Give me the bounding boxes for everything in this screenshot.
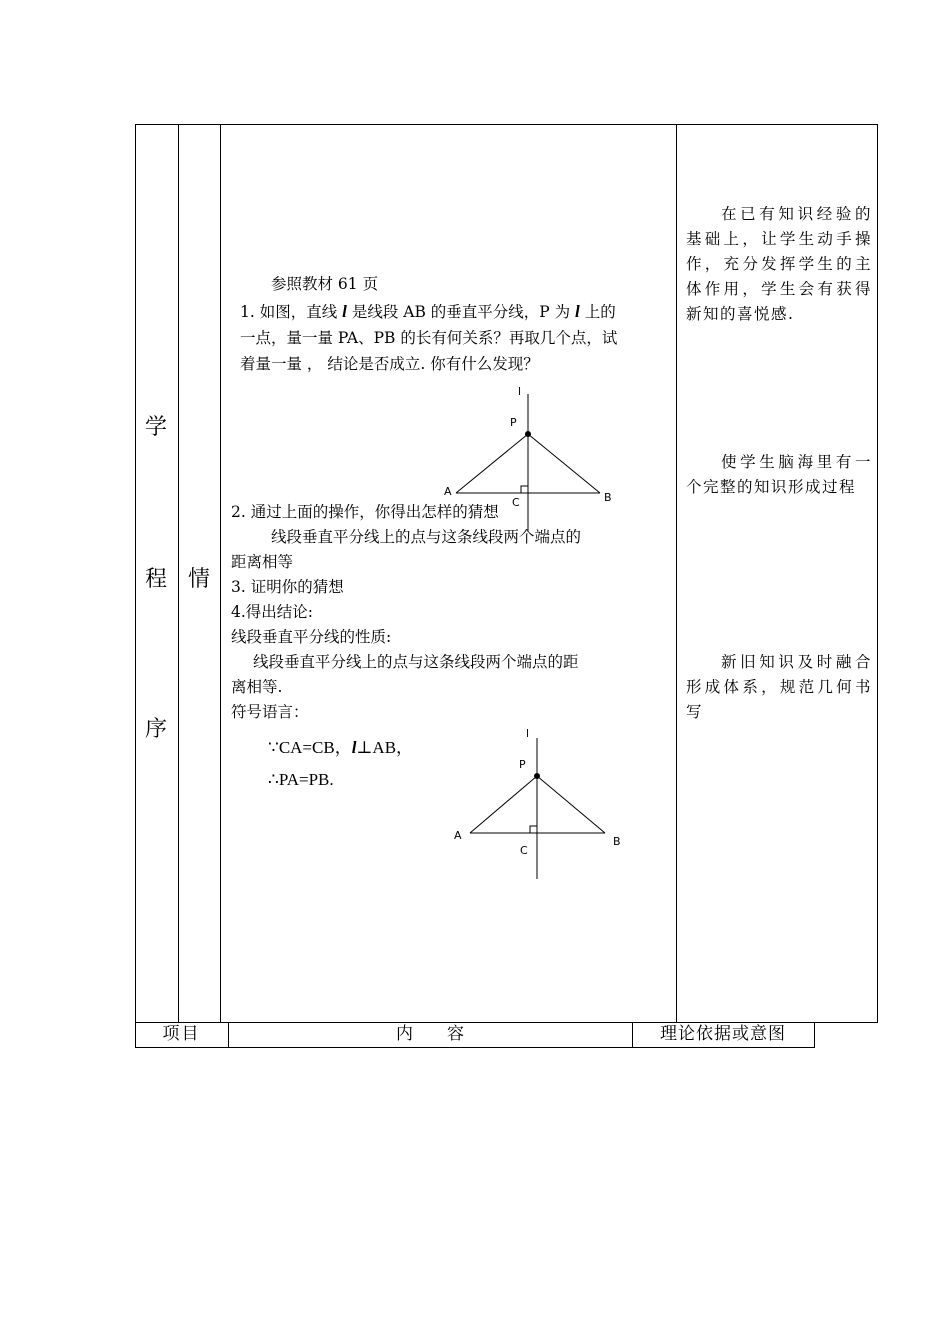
fig1-label-c: C	[512, 496, 520, 509]
question-1-line-2: 一点，量一量 PA、PB 的长有何关系？再取几个点，试	[240, 329, 618, 347]
col-divider-1	[178, 124, 179, 1022]
reference-text: 参照教材 61 页	[271, 275, 379, 293]
fig1-label-b: B	[604, 491, 612, 504]
fig2-right-angle	[530, 826, 537, 833]
footer-bottom-border	[135, 1047, 815, 1048]
figure-2	[440, 722, 640, 882]
fig2-label-l: l	[526, 727, 530, 740]
question-4: 4.得出结论:	[231, 603, 314, 621]
question-2: 2. 通过上面的操作，你得出怎样的猜想	[231, 503, 499, 521]
side-char-xu: 序	[145, 717, 168, 742]
symbol-language-title: 符号语言：	[231, 703, 309, 721]
fig1-label-l: l	[518, 385, 522, 398]
col-divider-3	[676, 124, 677, 1022]
sym-given-a: ∵CA=CB，	[268, 738, 352, 757]
note-2: 使学生脑海里有一个完整的知识形成过程	[686, 453, 872, 496]
question-1-line-1	[240, 300, 616, 324]
side-char-qing: 情	[188, 567, 211, 592]
fig2-label-p: P	[519, 758, 526, 771]
table-left-border	[135, 124, 136, 1048]
fig1-label-p: P	[510, 416, 517, 429]
property-title: 线段垂直平分线的性质:	[231, 628, 392, 646]
question-3: 3. 证明你的猜想	[231, 578, 344, 596]
fig2-segment-pa	[470, 776, 537, 833]
var-l: l	[342, 302, 347, 321]
fig2-point-p	[534, 773, 540, 779]
fig2-segment-pb	[537, 776, 605, 833]
fig1-segment-pb	[528, 434, 600, 493]
note-3: 新旧知识及时融合形成体系，规范几何书写	[686, 653, 872, 721]
property-line-2: 离相等.	[231, 678, 283, 696]
side-char-cheng: 程	[145, 567, 168, 592]
footer-right-border	[814, 1022, 815, 1047]
table-top-border	[135, 124, 878, 125]
note-1: 在已有知识经验的基础上，让学生动手操作，充分发挥学生的主体作用，学生会有获得新知的喜悦感.	[686, 205, 872, 323]
sym-var-l: l	[351, 738, 357, 757]
question-2-answer-line-1: 线段垂直平分线上的点与这条线段两个端点的	[271, 528, 582, 546]
fig1-segment-pa	[456, 434, 528, 493]
property-line-1: 线段垂直平分线上的点与这条线段两个端点的距	[253, 653, 579, 671]
footer-content-label: 内 容	[396, 1024, 464, 1044]
fig1-right-angle	[521, 486, 528, 493]
fig2-label-c: C	[520, 844, 528, 857]
symbol-line-2: ∴PA=PB.	[268, 770, 334, 789]
col-divider-2	[220, 124, 221, 1022]
fig2-label-b: B	[613, 835, 621, 848]
symbol-line-1	[268, 733, 413, 758]
side-char-xue: 学	[145, 415, 168, 440]
q1-text-c: 上的	[579, 303, 616, 321]
table-right-border	[877, 124, 878, 1022]
q1-text-b: 是线段 AB 的垂直平分线，P 为	[346, 303, 576, 321]
fig2-label-a: A	[454, 829, 462, 842]
sym-given-b: ⊥AB，	[356, 738, 414, 757]
fig1-point-p	[525, 431, 531, 437]
q1-text-a: 1. 如图，直线	[240, 303, 343, 321]
question-1-line-3: 着量一量 ， 结论是否成立. 你有什么发现？	[240, 355, 539, 373]
footer-item-label: 项目	[162, 1024, 201, 1044]
question-2-answer-line-2: 距离相等	[231, 553, 294, 571]
fig1-label-a: A	[444, 485, 452, 498]
var-l-2: l	[575, 302, 580, 321]
footer-basis-label: 理论依据或意图	[660, 1024, 786, 1044]
